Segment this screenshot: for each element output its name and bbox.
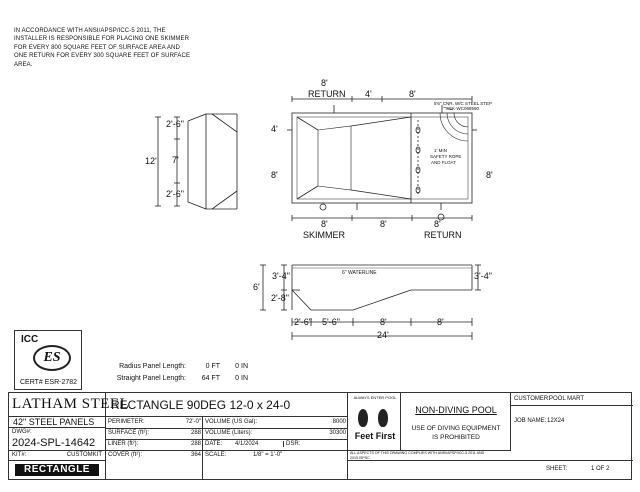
diving-line2: IS PROHIBITED: [432, 434, 480, 441]
dwg-number: 2024-SPL-14642: [12, 437, 96, 449]
diving-line1: USE OF DIVING EQUIPMENT: [411, 425, 501, 432]
installer-note: IN ACCORDANCE WITH ANSI/APSP/ICC-5 2011, THE INSTALLER IS RESPONSIBLE FOR PLACING ONE SKIMMER FOR EVERY 800 SQUARE FEET OF SURFACE AREA AND ONE RETURN FOR EVERY 300 SQUARE FEET OF SURFACE AREA.: [14, 28, 191, 68]
pool-title-cell: [106, 393, 348, 417]
volume-l-label: VOLUME (Liters):: [205, 430, 253, 436]
icc-label: ICC: [21, 334, 39, 345]
panel-lengths: [90, 361, 248, 385]
job-value: 12X24: [547, 418, 565, 424]
sheet-label: SHEET:: [546, 466, 568, 472]
dsr-label: DSR:: [283, 441, 300, 447]
straight-ft: 64 FT: [201, 375, 220, 382]
plan-right-dim: 8': [486, 170, 493, 180]
icc-cert: CERT# ESR-2782: [20, 379, 78, 386]
side-total-dim: 12': [145, 156, 157, 166]
dwg-cell: [9, 428, 106, 451]
date-label: DATE:: [205, 441, 223, 447]
plan-bottom-return-dim: 8': [434, 219, 441, 229]
waterline-label: 6" WATERLINE: [342, 270, 377, 276]
kit-label: KIT#:: [12, 452, 27, 458]
section-bottom-dim-1: 2'-6": [294, 317, 312, 327]
section-left-low-dim: 2'-8": [271, 293, 289, 303]
side-view-outline: [188, 114, 237, 209]
section-right-dim: 3'-4": [474, 271, 492, 281]
footprint-right-icon: [378, 409, 388, 427]
step-note-line2: SSK-WC068590: [446, 106, 480, 111]
rope-note-line2: SAFETY ROPE: [430, 154, 462, 159]
section-bottom-dim-2: 5'-6": [322, 317, 340, 327]
volume-l-value: 30300: [329, 430, 346, 436]
logo-top-text: ALWAYS ENTER POOL: [353, 395, 397, 400]
liner-value: 288: [190, 441, 201, 447]
cover-value: 364: [190, 452, 201, 458]
non-diving-title: NON-DIVING POOL: [415, 405, 497, 415]
logo-main-text: Feet First: [354, 431, 396, 441]
plan-left-top-dim: 4': [271, 124, 278, 134]
panels-cell: [9, 417, 106, 428]
section-view-outline: [260, 265, 481, 340]
pool-title: RECTANGLE 90DEG 12-0 x 24-0: [111, 398, 291, 412]
plan-bottom-mid-dim: 8': [380, 219, 387, 229]
customer-value: POOL MART: [549, 396, 585, 402]
date-value: 4/1/2024: [235, 441, 259, 447]
panels-text: 42" STEEL PANELS: [13, 417, 95, 427]
shape-cell: [9, 461, 106, 479]
customer-label: CUSTOMER:: [514, 396, 550, 402]
perimeter-value: 72'-0": [185, 419, 201, 425]
compliance-cell: [348, 451, 511, 461]
compliance-text: ALL ASPECTS OF THIS DRAWING COMPLIES WITH ANSI/APSP/ICC-5 2011 AND 2015 ISPSC: [350, 451, 485, 460]
brand-name: LATHAM STEEL: [12, 396, 130, 412]
volume-gal-value: 8000: [332, 419, 346, 425]
section-left-top-dim: 3'-4": [272, 271, 290, 281]
liner-label: LINER (ft²):: [108, 441, 139, 447]
footprint-left-icon: [358, 409, 368, 427]
rope-note-line3: AND FLOAT: [431, 160, 456, 165]
feet-first-logo: [348, 393, 401, 451]
plan-top-return-label: RETURN: [308, 89, 346, 99]
plan-bottom-skimmer-label: SKIMMER: [303, 230, 346, 240]
plan-bottom-return-label: RETURN: [424, 230, 462, 240]
section-left-total-dim: 6': [253, 282, 260, 292]
dwg-label: DWG#:: [12, 429, 32, 435]
surface-label: SURFACE (ft²):: [108, 430, 150, 436]
perimeter-label: PERIMETER:: [108, 419, 145, 425]
scale-label: SCALE:: [205, 452, 227, 458]
step-note-line1: 5'6" CNR. W/C STEEL STEP: [434, 101, 493, 106]
volume-gal-label: VOLUME (US Gal):: [205, 419, 258, 425]
non-diving-cell: [401, 393, 511, 451]
side-top-dim: 2'-6": [166, 119, 184, 129]
es-logo-text: ES: [43, 350, 61, 365]
section-bottom-dim-3: 8': [380, 317, 387, 327]
side-bottom-dim: 2'-6": [166, 189, 184, 199]
rope-note-line1: 1' MIN: [434, 148, 447, 153]
plan-top-return-dim: 8': [321, 78, 328, 88]
es-logo-oval: [33, 345, 71, 371]
section-bottom-dim-4: 8': [437, 317, 444, 327]
surface-value: 288: [190, 430, 201, 436]
scale-value: 1/8" = 1'-0": [253, 452, 283, 458]
side-mid-dim: 7': [172, 155, 179, 165]
sheet-cell: [511, 461, 633, 479]
plan-bottom-skimmer-dim: 8': [321, 219, 328, 229]
cover-label: COVER (ft²):: [108, 452, 142, 458]
straight-label: Straight Panel Length:: [116, 375, 186, 382]
specs-right: [203, 417, 348, 479]
shape-badge: RECTANGLE: [15, 464, 99, 476]
plan-left-bottom-dim: 8': [271, 170, 278, 180]
radius-in: 0 IN: [235, 363, 248, 370]
icc-es-logo: [14, 330, 82, 390]
kit-value: CUSTOMKIT: [66, 452, 102, 458]
job-label: JOB NAME:: [514, 418, 547, 424]
sheet-value: 1 OF 2: [591, 466, 610, 472]
straight-in: 0 IN: [235, 375, 248, 382]
plan-top-mid-dim: 4': [365, 89, 372, 99]
radius-label: Radius Panel Length:: [119, 363, 186, 370]
section-bottom-total: 24': [377, 330, 389, 340]
specs-left: [106, 417, 203, 479]
kit-cell: [9, 451, 106, 461]
brand-cell: [9, 393, 130, 417]
customer-cell: [511, 393, 633, 461]
radius-ft: 0 FT: [205, 363, 220, 370]
plan-top-right-dim: 8': [409, 89, 416, 99]
title-block: [8, 392, 632, 480]
